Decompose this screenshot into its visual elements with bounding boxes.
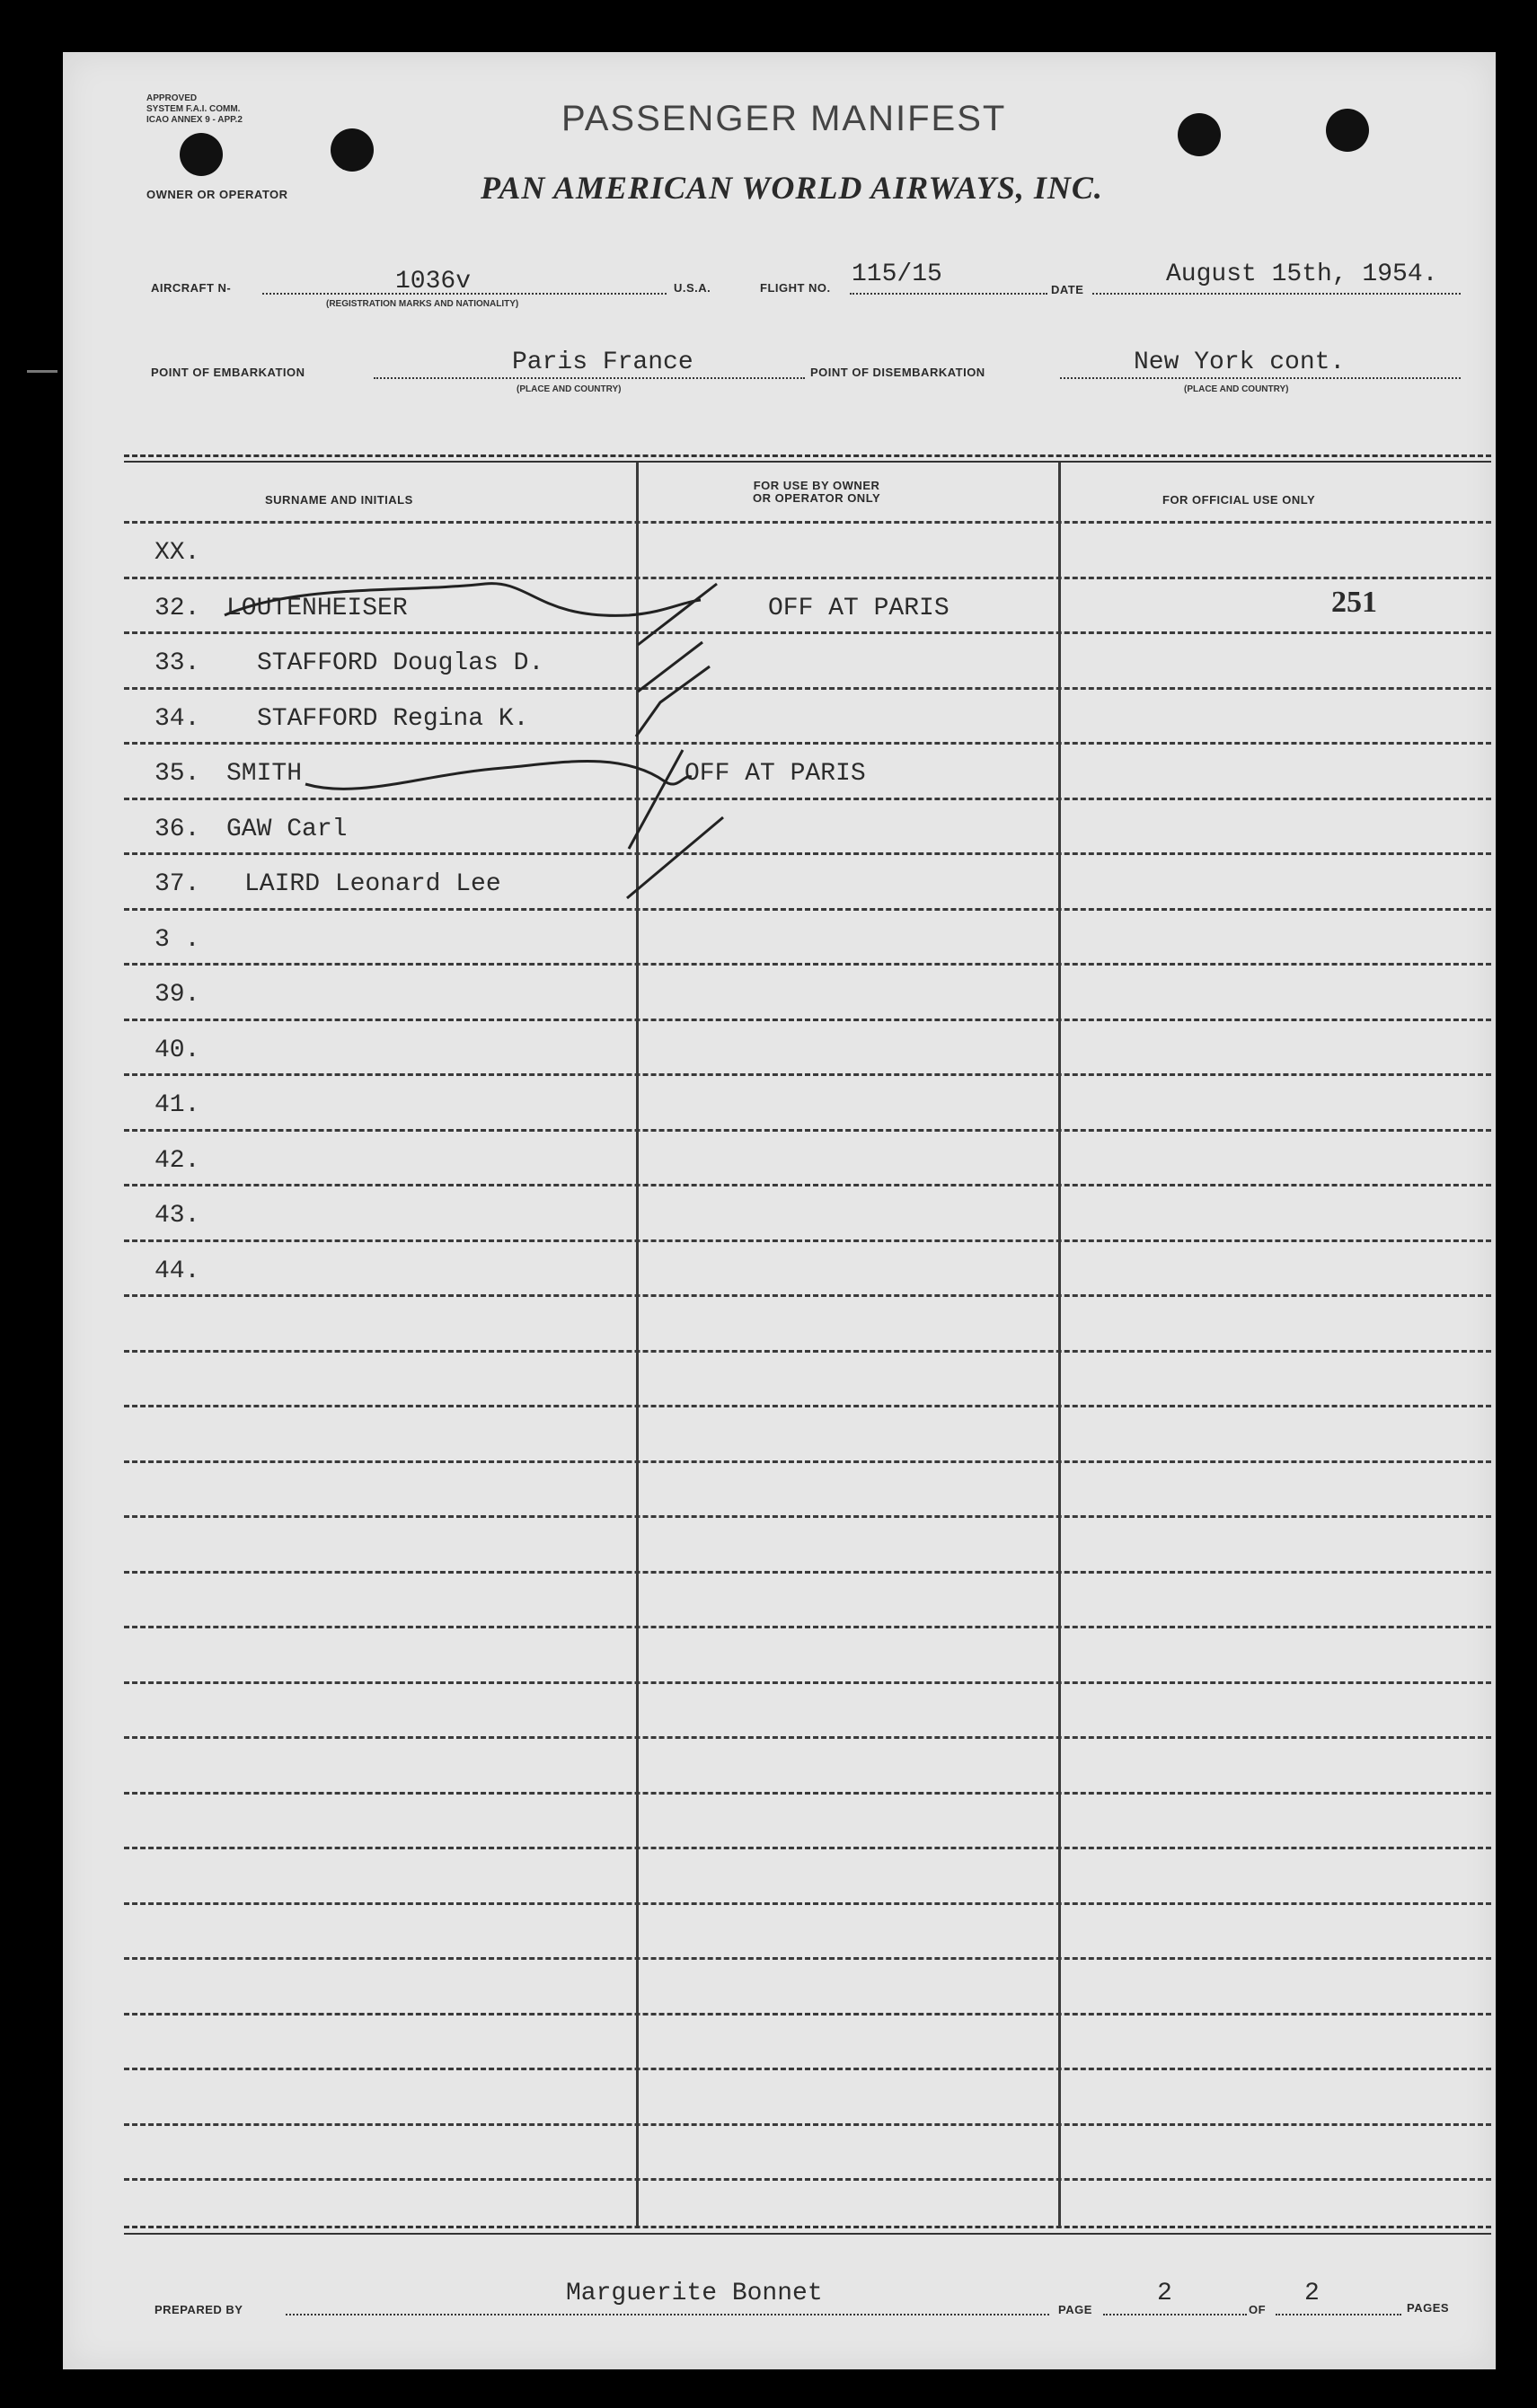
- row-number: 33.: [155, 649, 200, 677]
- date-value: August 15th, 1954.: [1166, 260, 1438, 288]
- tick-mark: [638, 584, 717, 645]
- of-line: [1276, 2314, 1401, 2315]
- table-bottom-rule: [124, 2226, 1491, 2228]
- of-label: OF: [1249, 2303, 1267, 2316]
- official-note: 251: [1331, 586, 1377, 619]
- col-header-owner: FOR USE BY OWNER OR OPERATOR ONLY: [753, 479, 881, 505]
- aircraft-label: AIRCRAFT N-: [151, 281, 232, 295]
- page-label: PAGE: [1058, 2303, 1092, 2316]
- tick-mark: [629, 750, 683, 849]
- flight-label: FLIGHT NO.: [760, 281, 831, 295]
- row-number: 44.: [155, 1257, 200, 1285]
- prepared-line: [286, 2314, 1049, 2315]
- usa-label: U.S.A.: [674, 281, 711, 295]
- strike-loutenheiser: [225, 584, 701, 616]
- row-number: 43.: [155, 1202, 200, 1230]
- row-number: 35.: [155, 760, 200, 788]
- row-number: 37.: [155, 870, 200, 898]
- owner-note: OFF AT PARIS: [685, 760, 866, 788]
- passenger-name: STAFFORD Douglas D.: [257, 649, 544, 677]
- row-number: 41.: [155, 1091, 200, 1119]
- aircraft-value: 1036v: [395, 268, 472, 295]
- pages-label: PAGES: [1407, 2301, 1450, 2315]
- page-line: [1103, 2314, 1247, 2315]
- prepared-value: Marguerite Bonnet: [566, 2280, 823, 2307]
- passenger-name: GAW Carl: [226, 816, 348, 843]
- passenger-name: STAFFORD Regina K.: [257, 705, 529, 733]
- owner-label: OWNER OR OPERATOR: [146, 188, 288, 201]
- prepared-label: PREPARED BY: [155, 2303, 243, 2316]
- passenger-name: LAIRD Leonard Lee: [244, 870, 501, 898]
- approval-line-3: ICAO ANNEX 9 - APP.2: [146, 115, 243, 125]
- row-number: 36.: [155, 816, 200, 843]
- tick-mark: [638, 642, 702, 692]
- page-value: 2: [1157, 2280, 1172, 2307]
- embark-label: POINT OF EMBARKATION: [151, 366, 305, 379]
- operator-name: PAN AMERICAN WORLD AIRWAYS, INC.: [481, 170, 1103, 206]
- passenger-name: SMITH: [226, 760, 303, 788]
- disembark-value: New York cont.: [1134, 348, 1346, 376]
- row-number: 42.: [155, 1147, 200, 1175]
- approval-line-2: SYSTEM F.A.I. COMM.: [146, 104, 241, 114]
- tick-mark: [636, 666, 710, 737]
- row-number: 40.: [155, 1036, 200, 1064]
- col-header-official: FOR OFFICIAL USE ONLY: [1162, 493, 1316, 507]
- flight-value: 115/15: [852, 260, 942, 288]
- row-number: 32.: [155, 595, 200, 622]
- table-bottom-rule-2: [124, 2233, 1491, 2235]
- col-header-surname: SURNAME AND INITIALS: [265, 493, 413, 507]
- disembark-label: POINT OF DISEMBARKATION: [810, 366, 985, 379]
- of-value: 2: [1304, 2280, 1320, 2307]
- strike-smith: [305, 762, 692, 789]
- date-label: DATE: [1051, 283, 1084, 296]
- row-number: 3 .: [155, 926, 200, 954]
- row-number: 34.: [155, 705, 200, 733]
- approval-line-1: APPROVED: [146, 93, 198, 103]
- row-number: XX.: [155, 539, 200, 567]
- passenger-name: LOUTENHEISER: [226, 595, 408, 622]
- row-number: 39.: [155, 981, 200, 1009]
- embark-sub: (PLACE AND COUNTRY): [517, 384, 622, 394]
- aircraft-sub: (REGISTRATION MARKS AND NATIONALITY): [326, 299, 519, 309]
- disembark-sub: (PLACE AND COUNTRY): [1184, 384, 1289, 394]
- tick-mark: [627, 817, 723, 898]
- owner-note: OFF AT PARIS: [768, 595, 950, 622]
- embark-value: Paris France: [512, 348, 693, 376]
- page-title: PASSENGER MANIFEST: [561, 99, 1007, 138]
